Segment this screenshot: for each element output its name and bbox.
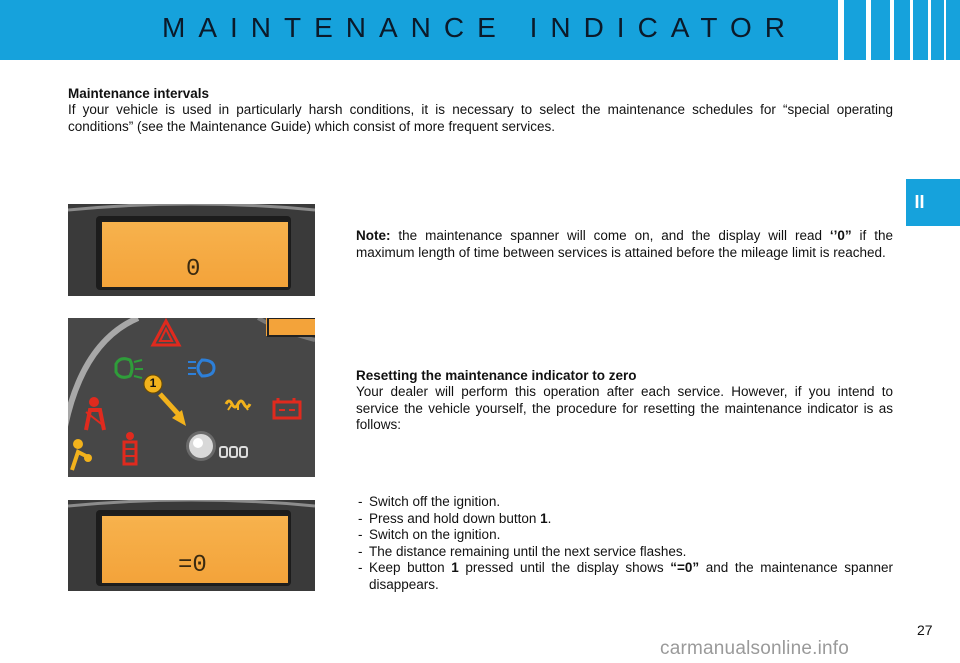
procedure-steps xyxy=(356,494,893,593)
display-image-2 xyxy=(68,500,315,591)
step-1-text: Switch off the ignition. xyxy=(369,494,501,509)
step-2-end: . xyxy=(547,510,552,526)
section-tab[interactable] xyxy=(906,179,960,226)
lcd-display-1 xyxy=(100,220,290,289)
section-tab-label: II xyxy=(914,192,925,212)
reset-heading: Resetting the maintenance indicator to zero xyxy=(356,368,637,383)
page-title: MAINTENANCE INDICATOR xyxy=(162,12,798,43)
step-5-text: Keep button xyxy=(369,560,452,575)
step-5-mid: pressed until the display shows xyxy=(458,560,671,575)
watermark: carmanualsonline.info xyxy=(660,638,850,659)
step-1 xyxy=(356,494,893,511)
step-2-text: Press and hold down button xyxy=(369,510,541,526)
lcd-reading-1: 0 xyxy=(186,256,201,283)
button-1-label: 1 xyxy=(149,376,157,390)
step-5 xyxy=(356,560,893,593)
step-5-value: “=0” xyxy=(670,560,700,575)
reset-button-1[interactable] xyxy=(186,431,216,461)
lcd-display-2 xyxy=(100,514,290,585)
intervals-text: If your vehicle is used in particularly harsh conditions, it is necessary to select the maintenance schedules for “special operating conditions” (see the Maintenance Guide) which consist of more frequent services. xyxy=(68,102,893,134)
step-2-button-ref: 1 xyxy=(540,510,548,526)
note-label: Note: xyxy=(356,228,391,243)
step-5-end: and the maintenance spanner disappears. xyxy=(369,560,893,592)
step-4 xyxy=(356,544,893,561)
display-image-1 xyxy=(68,204,315,296)
dashboard-image xyxy=(68,318,315,477)
step-3-text: Switch on the ignition. xyxy=(369,527,501,542)
note-text-1: the maintenance spanner will come on, and the display will read xyxy=(390,228,830,243)
page-number: 27 xyxy=(917,622,933,638)
step-5-button-ref: 1 xyxy=(451,560,459,575)
header-bar xyxy=(0,0,960,60)
step-3 xyxy=(356,527,893,544)
step-4-text: The distance remaining until the next service flashes. xyxy=(369,543,687,559)
intervals-heading: Maintenance intervals xyxy=(68,86,210,101)
step-2 xyxy=(356,511,893,528)
note-text-2: if the maximum length of time between services is attained before the mileage limit is reached. xyxy=(356,228,893,260)
reset-text: Your dealer will perform this operation after each service. However, if you intend to service the vehicle yourself, the procedure for resetting the maintenance indicator is as follows: xyxy=(356,384,893,432)
lcd-reading-2: =0 xyxy=(178,552,207,579)
note-paragraph xyxy=(356,228,893,261)
note-value: ‘’0” xyxy=(829,228,852,243)
